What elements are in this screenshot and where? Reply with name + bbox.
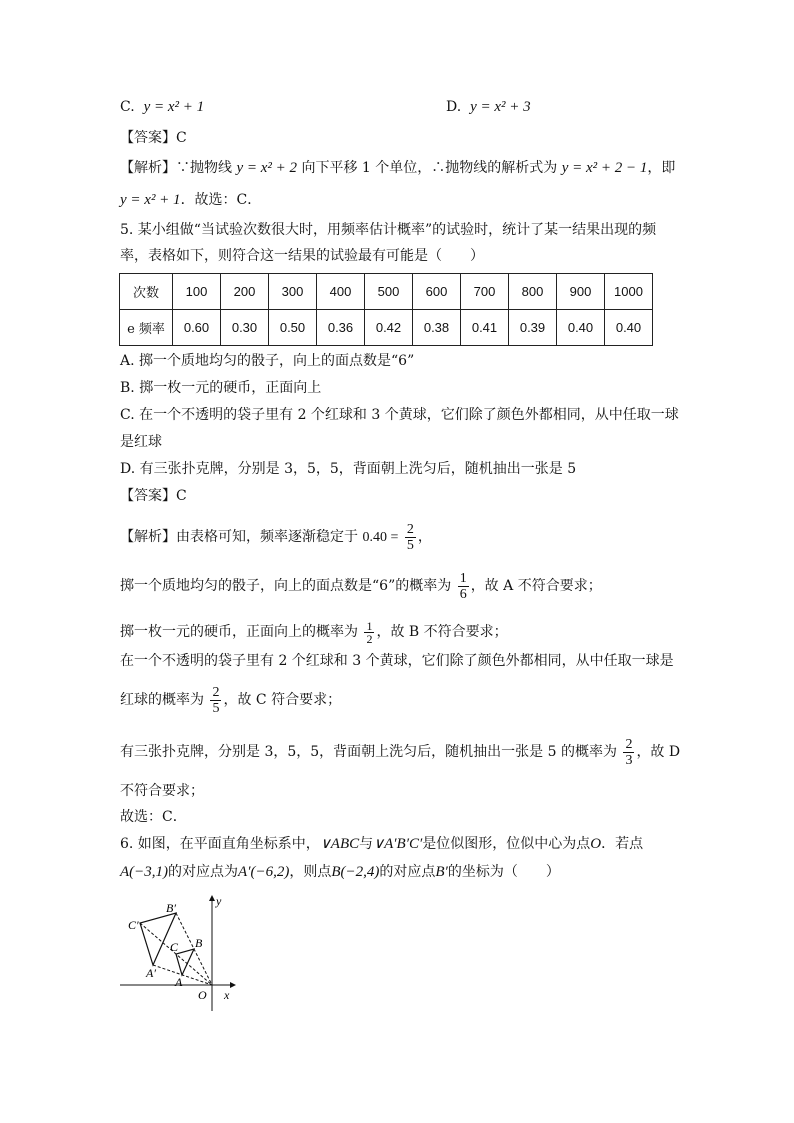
table-cell: 0.39 bbox=[509, 310, 557, 346]
label-b-prime: B′ bbox=[166, 901, 176, 915]
fraction-1-2: $\frac{1}{2}$ bbox=[366, 618, 373, 646]
triangle-a-prime-b-prime-c-prime bbox=[140, 913, 176, 965]
table-cell: 500 bbox=[365, 274, 413, 310]
fraction-2-3: $\frac{2}{3}$ bbox=[625, 736, 633, 768]
q4-option-c-expr: y = x² + 1 bbox=[143, 99, 205, 115]
table-cell: 600 bbox=[413, 274, 461, 310]
q6-stem-line2: A(−3,1)的对应点为A′(−6,2)，则点B(−2,4)的对应点B′的坐标为（ ） bbox=[120, 864, 560, 880]
table-cell: 800 bbox=[509, 274, 557, 310]
q4-option-c: C. y = x² + 1 bbox=[120, 99, 205, 115]
triangle-abc bbox=[176, 949, 194, 975]
x-axis-arrow bbox=[230, 982, 236, 988]
q5-option-a: A. 掷一个质地均匀的骰子，向上的面点数是“6” bbox=[120, 353, 415, 369]
table-cell: 0.42 bbox=[365, 310, 413, 346]
q5-analysis-c-line1: 在一个不透明的袋子里有 2 个红球和 3 个黄球，它们除了颜色外都相同，从中任取一球是 bbox=[120, 653, 674, 669]
q5-analysis-d-line2: 不符合要求； bbox=[120, 783, 204, 799]
table-row-label: e 频率 bbox=[120, 310, 173, 346]
q5-answer: 【答案】C bbox=[120, 488, 187, 504]
table-cell: 0.41 bbox=[461, 310, 509, 346]
table-cell: 0.30 bbox=[221, 310, 269, 346]
fraction-1-6: $\frac{1}{6}$ bbox=[459, 570, 467, 602]
q4-analysis-line1: 【解析】∵抛物线 y = x² + 2 向下平移 1 个单位，∴抛物线的解析式为 y = x² + 2 − 1，即 bbox=[120, 160, 676, 176]
q4-analysis-line2: y = x² + 1．故选：C． bbox=[120, 192, 262, 208]
table-header-label: 次数 bbox=[120, 274, 173, 310]
table-cell: 0.40 bbox=[557, 310, 605, 346]
q5-analysis-b: 掷一枚一元的硬币，正面向上的概率为 $\frac{1}{2}$ ，故 B 不符合要求； bbox=[120, 618, 508, 646]
q5-analysis-d-line1: 有三张扑克牌，分别是 3，5，5，背面朝上洗匀后，随机抽出一张是 5 的概率为 $\frac{2}{3}$ ，故 D bbox=[120, 736, 681, 768]
table-cell: 700 bbox=[461, 274, 509, 310]
label-x: x bbox=[224, 988, 230, 1002]
q5-analysis-c-line2: 红球的概率为 $\frac{2}{5}$ ，故 C 符合要求； bbox=[120, 684, 342, 716]
table-row-freqs bbox=[120, 310, 653, 346]
q5-option-c-line2: 是红球 bbox=[120, 434, 162, 450]
table-cell: 0.40 bbox=[605, 310, 653, 346]
table-cell: 400 bbox=[317, 274, 365, 310]
q5-option-c-line1: C. 在一个不透明的袋子里有 2 个红球和 3 个黄球，它们除了颜色外都相同，从中任取一球 bbox=[120, 407, 679, 423]
q5-conclusion: 故选：C． bbox=[120, 809, 187, 825]
table-row-counts bbox=[120, 274, 653, 310]
q5-stem-line1: 5. 某小组做“当试验次数很大时，用频率估计概率”的试验时，统计了某一结果出现的频 bbox=[120, 222, 657, 238]
table-cell: 1000 bbox=[605, 274, 653, 310]
table-cell: 0.60 bbox=[173, 310, 221, 346]
q4-option-d: D. y = x² + 3 bbox=[446, 99, 531, 115]
q5-option-d: D. 有三张扑克牌，分别是 3，5，5，背面朝上洗匀后，随机抽出一张是 5 bbox=[120, 461, 577, 477]
q4-option-d-expr: y = x² + 3 bbox=[470, 99, 531, 115]
label-b: B bbox=[195, 936, 203, 950]
q6-stem-line1: 6. 如图，在平面直角坐标系中，∨ABC与∨A′B′C′是位似图形，位似中心为点O．若点 bbox=[120, 836, 644, 852]
label-y: y bbox=[216, 894, 222, 908]
table-cell: 200 bbox=[221, 274, 269, 310]
label-o: O bbox=[198, 988, 207, 1002]
q5-stem-line2: 率，表格如下，则符合这一结果的试验最有可能是（ ） bbox=[120, 248, 484, 264]
y-axis-arrow bbox=[209, 895, 215, 901]
frequency-table bbox=[119, 273, 653, 346]
homothety-figure bbox=[118, 893, 248, 1013]
label-c: C bbox=[170, 940, 179, 954]
label-a-prime: A′ bbox=[146, 966, 156, 980]
q5-analysis-line1: 【解析】由表格可知，频率逐渐稳定于 0.40 = $\frac{2}{5}$ ， bbox=[120, 521, 432, 553]
label-c-prime: C′ bbox=[128, 918, 139, 932]
table-cell: 900 bbox=[557, 274, 605, 310]
label-a: A bbox=[175, 975, 183, 989]
table-cell: 100 bbox=[173, 274, 221, 310]
q5-analysis-a: 掷一个质地均匀的骰子，向上的面点数是“6”的概率为 $\frac{1}{6}$ ，故 A 不符合要求； bbox=[120, 570, 602, 602]
table-cell: 0.36 bbox=[317, 310, 365, 346]
q5-option-b: B. 掷一枚一元的硬币，正面向上 bbox=[120, 380, 322, 396]
fraction-2-5: $\frac{2}{5}$ bbox=[406, 521, 414, 553]
table-cell: 300 bbox=[269, 274, 317, 310]
table-cell: 0.50 bbox=[269, 310, 317, 346]
table-cell: 0.38 bbox=[413, 310, 461, 346]
q4-answer: 【答案】C bbox=[120, 130, 187, 146]
fraction-2-5: $\frac{2}{5}$ bbox=[212, 684, 220, 716]
